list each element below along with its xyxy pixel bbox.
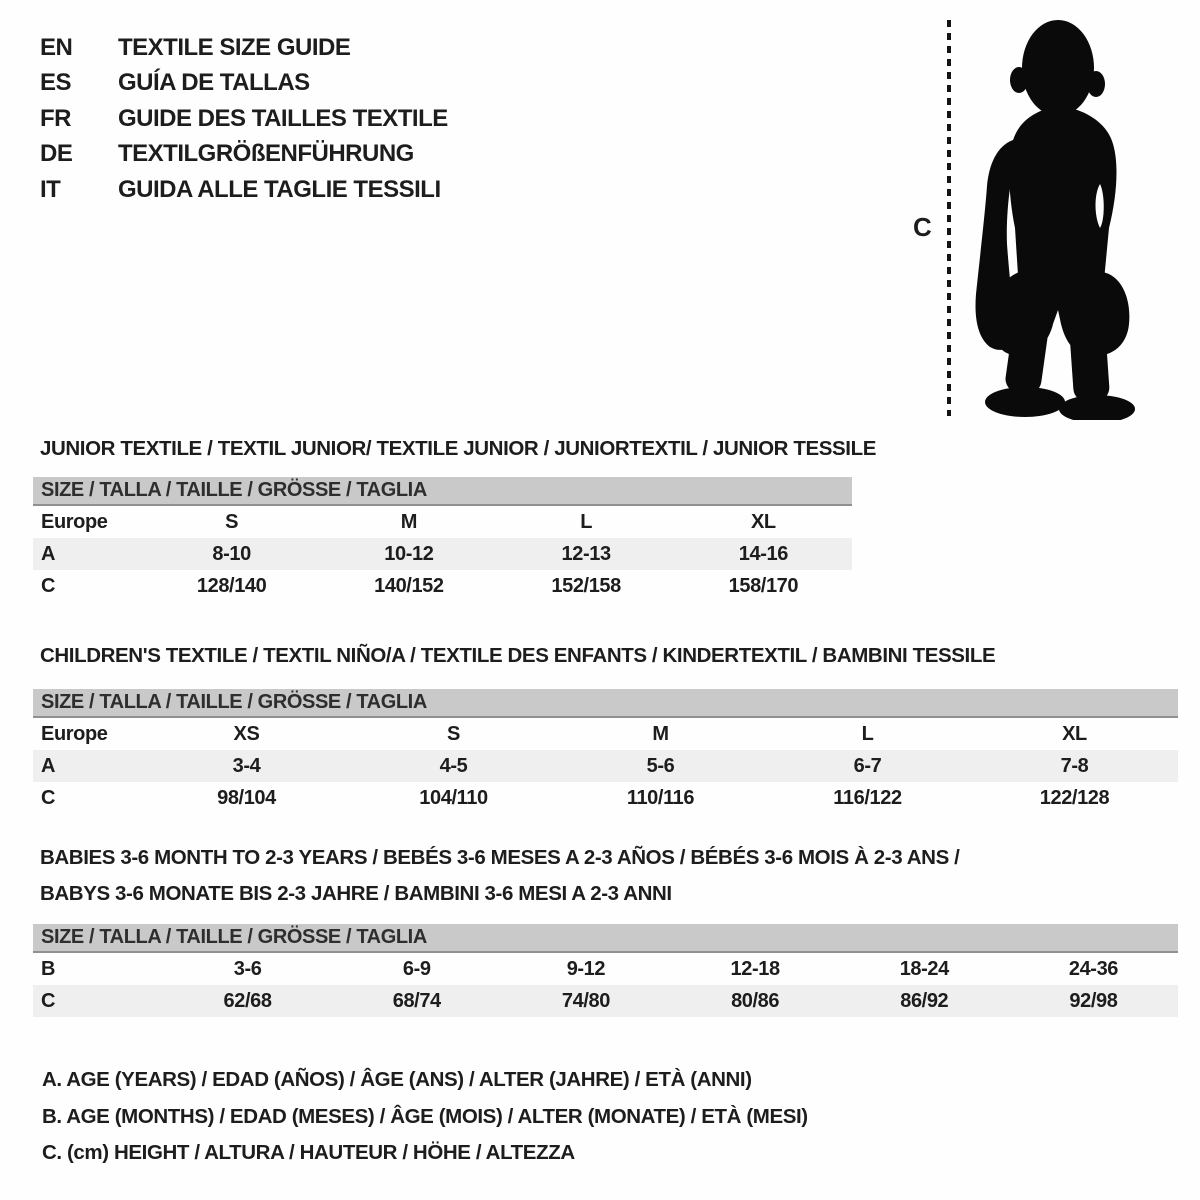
legend-note-b: B. AGE (MONTHS) / EDAD (MESES) / ÂGE (MOIS) / ALTER (MONATE) / ETÀ (MESI): [42, 1105, 808, 1128]
legend-note-c: C. (cm) HEIGHT / ALTURA / HAUTEUR / HÖHE / ALTEZZA: [42, 1141, 575, 1164]
height-cell: 74/80: [561, 989, 610, 1012]
language-code: FR: [40, 104, 71, 132]
children-header-row: [33, 718, 1178, 750]
size-cell: S: [225, 510, 239, 533]
height-cell: 86/92: [900, 989, 949, 1012]
guide-title-de: TEXTILGRÖßENFÜHRUNG: [118, 140, 414, 168]
size-cell: XL: [750, 510, 776, 533]
language-row-it: [40, 172, 448, 208]
language-row-fr: [40, 101, 448, 137]
babies-size-header-bar: SIZE / TALLA / TAILLE / GRÖSSE / TAGLIA: [33, 924, 1178, 953]
height-cell: 110/116: [626, 786, 695, 809]
age-cell: 9-12: [566, 957, 606, 980]
toddler-silhouette-icon: [963, 16, 1145, 420]
age-cell: 5-6: [646, 754, 675, 777]
age-cell: 3-6: [233, 957, 262, 980]
age-cell: 4-5: [439, 754, 468, 777]
height-cell: 80/86: [731, 989, 780, 1012]
height-cell: 92/98: [1069, 989, 1118, 1012]
size-cell: M: [400, 510, 417, 533]
row-label: A: [41, 754, 56, 777]
age-cell: 7-8: [1060, 754, 1089, 777]
row-label: C: [41, 574, 56, 597]
height-cell: 68/74: [392, 989, 441, 1012]
row-label: C: [41, 786, 56, 809]
babies-height-row: [33, 985, 1178, 1017]
children-section-title: CHILDREN'S TEXTILE / TEXTIL NIÑO/A / TEXTILE DES ENFANTS / KINDERTEXTIL / BAMBINI TESSILE: [40, 644, 996, 667]
babies-age-row: [33, 953, 1178, 985]
height-cell: 116/122: [833, 786, 902, 809]
row-label: B: [41, 957, 56, 980]
height-cell: 140/152: [374, 574, 444, 597]
guide-title-it: GUIDA ALLE TAGLIE TESSILI: [118, 175, 441, 203]
height-cell: 104/110: [419, 786, 488, 809]
age-cell: 8-10: [212, 542, 251, 565]
age-cell: 12-18: [730, 957, 780, 980]
age-cell: 6-9: [402, 957, 431, 980]
age-cell: 18-24: [899, 957, 949, 980]
children-size-header-bar: SIZE / TALLA / TAILLE / GRÖSSE / TAGLIA: [33, 689, 1178, 718]
height-cell: 158/170: [728, 574, 799, 597]
height-cell: 62/68: [223, 989, 272, 1012]
children-age-row: [33, 750, 1178, 782]
age-cell: 3-4: [232, 754, 261, 777]
children-size-table: [33, 689, 1178, 814]
children-height-row: [33, 782, 1178, 814]
junior-height-row: [33, 570, 852, 602]
junior-section-title: JUNIOR TEXTILE / TEXTIL JUNIOR/ TEXTILE JUNIOR / JUNIORTEXTIL / JUNIOR TESSILE: [40, 437, 876, 460]
age-cell: 14-16: [738, 542, 788, 565]
age-cell: 12-13: [561, 542, 611, 565]
height-measure-dashed-line: [947, 20, 951, 416]
guide-title-es: GUÍA DE TALLAS: [118, 69, 310, 97]
language-code: EN: [40, 33, 73, 61]
guide-title-fr: GUIDE DES TAILLES TEXTILE: [118, 104, 448, 132]
language-row-es: [40, 66, 448, 102]
language-code: DE: [40, 140, 73, 168]
language-row-de: [40, 137, 448, 173]
row-label: A: [41, 542, 56, 565]
junior-age-row: [33, 538, 852, 570]
legend-note-a: A. AGE (YEARS) / EDAD (AÑOS) / ÂGE (ANS) / ALTER (JAHRE) / ETÀ (ANNI): [42, 1068, 752, 1091]
size-cell: XL: [1062, 722, 1087, 745]
size-cell: XS: [233, 722, 260, 745]
height-measure-label: C: [913, 212, 932, 242]
size-cell: M: [652, 722, 669, 745]
guide-title-en: TEXTILE SIZE GUIDE: [118, 33, 351, 61]
junior-size-table: [33, 477, 852, 602]
age-cell: 10-12: [384, 542, 434, 565]
height-cell: 122/128: [1039, 786, 1110, 809]
junior-size-header-bar: SIZE / TALLA / TAILLE / GRÖSSE / TAGLIA: [33, 477, 852, 506]
row-label: Europe: [41, 510, 108, 533]
size-cell: S: [447, 722, 460, 745]
language-code: IT: [40, 175, 61, 203]
babies-size-table: [33, 924, 1178, 1017]
age-cell: 24-36: [1068, 957, 1119, 980]
row-label: C: [41, 989, 56, 1012]
language-code: ES: [40, 69, 72, 97]
language-row-en: [40, 30, 448, 66]
language-title-list: [40, 30, 448, 208]
size-cell: L: [580, 510, 593, 533]
age-cell: 6-7: [853, 754, 882, 777]
babies-section-title-line1: BABIES 3-6 MONTH TO 2-3 YEARS / BEBÉS 3-6 MESES A 2-3 AÑOS / BÉBÉS 3-6 MOIS À 2-3 ANS /: [40, 846, 960, 869]
row-label: Europe: [41, 722, 108, 745]
height-cell: 98/104: [217, 786, 276, 809]
size-cell: L: [861, 722, 874, 745]
junior-header-row: [33, 506, 852, 538]
babies-section-title-line2: BABYS 3-6 MONATE BIS 2-3 JAHRE / BAMBINI 3-6 MESI A 2-3 ANNI: [40, 882, 672, 905]
height-cell: 152/158: [551, 574, 621, 597]
height-cell: 128/140: [196, 574, 267, 597]
